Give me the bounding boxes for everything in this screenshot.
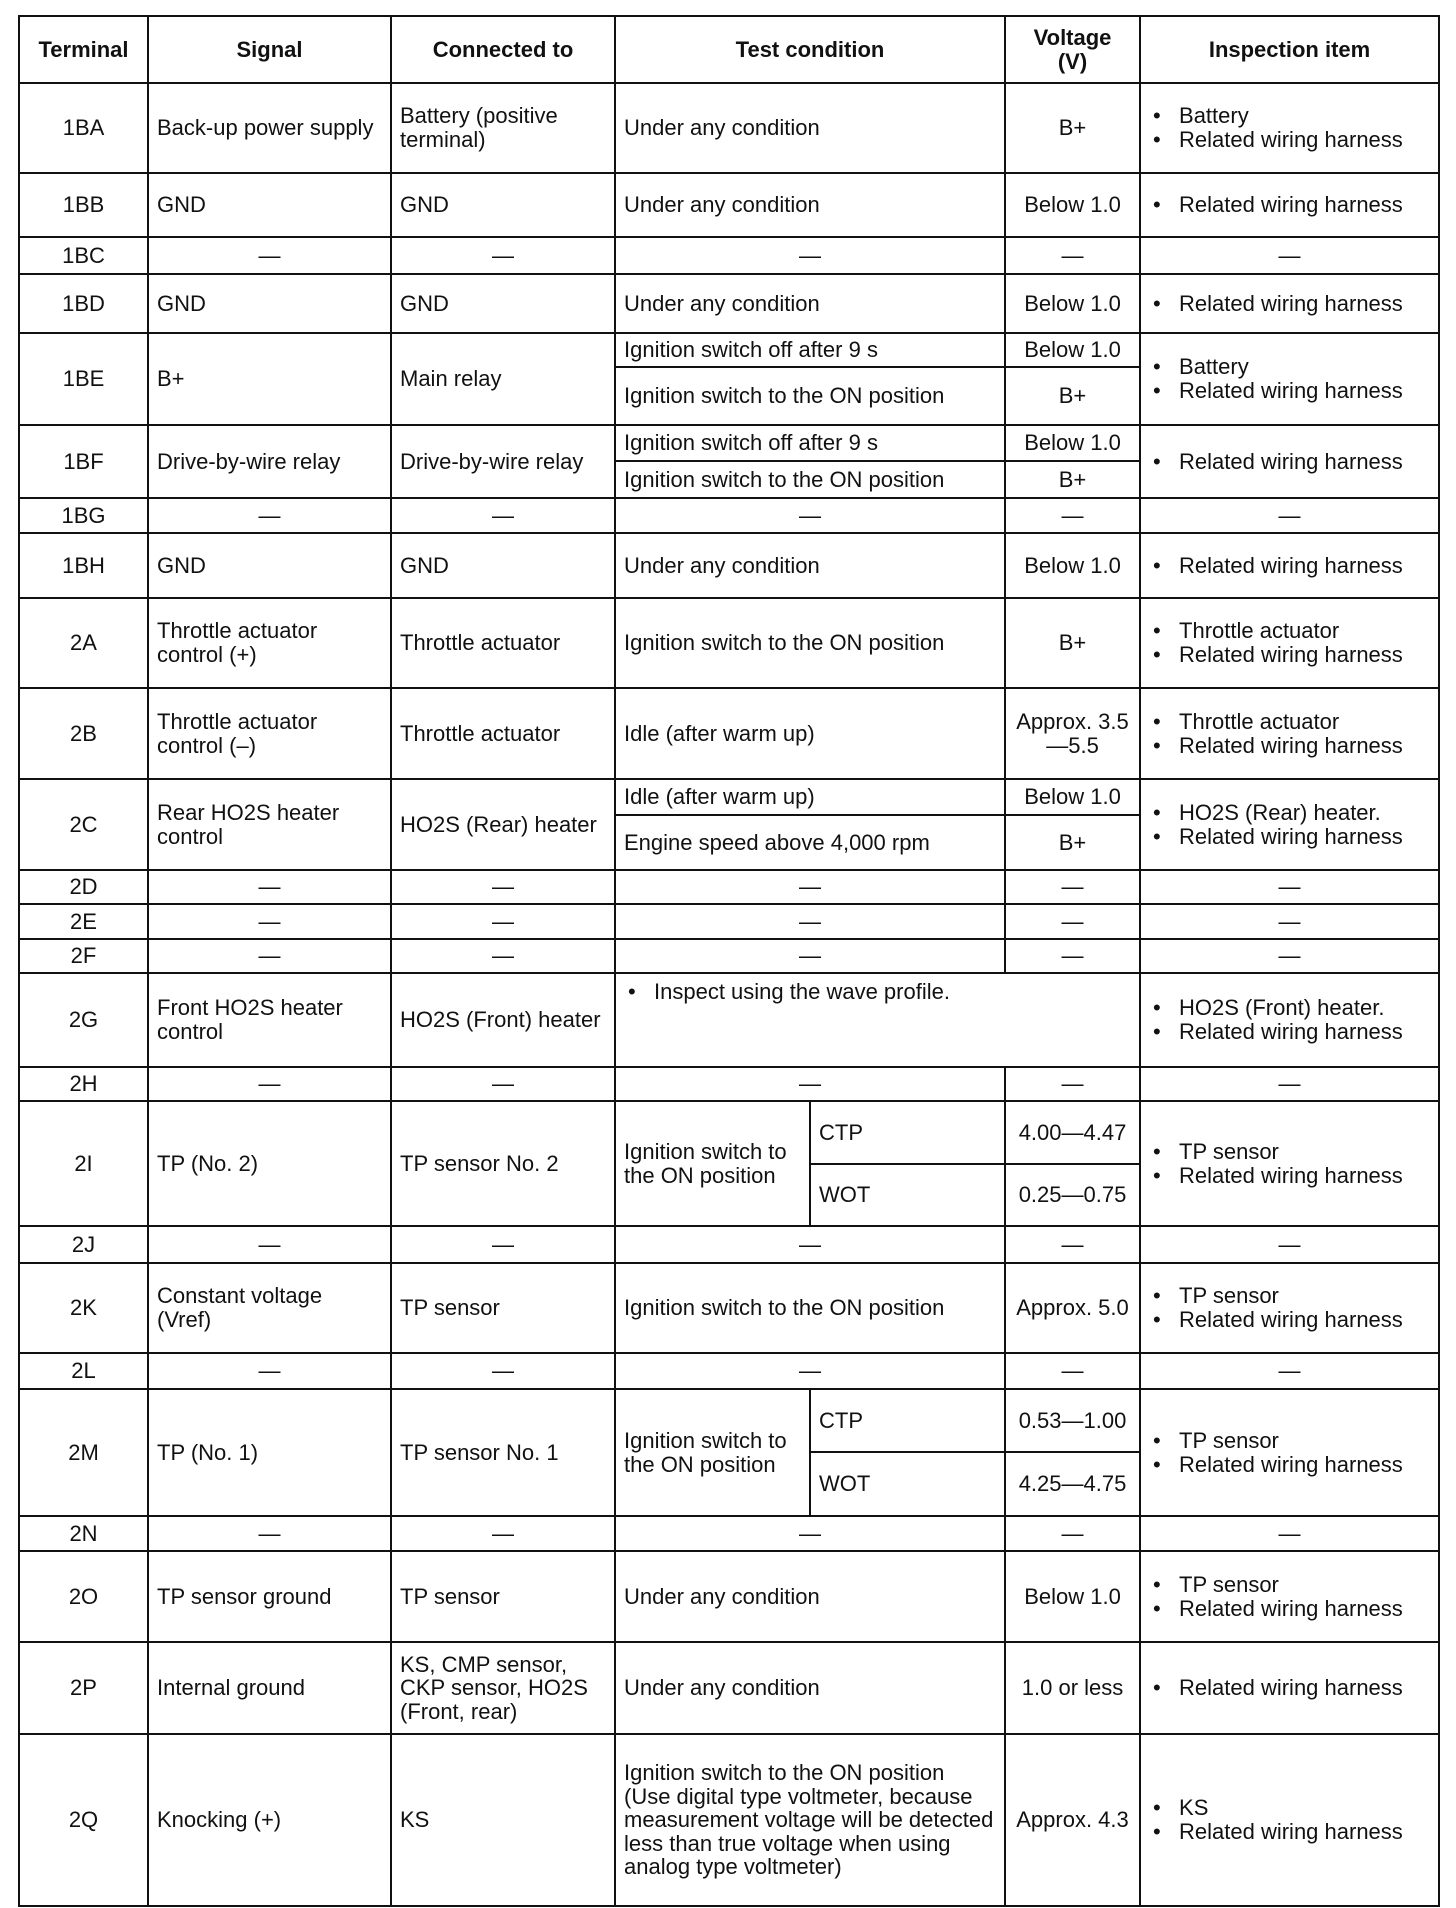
inspection-item-cell: — [1140, 1226, 1439, 1263]
connected-to-cell: TP sensor [391, 1263, 615, 1353]
connected-to-cell: Throttle actuator [391, 688, 615, 779]
voltage-cell: Below 1.0 [1005, 173, 1140, 237]
inspection-item: • HO2S (Front) heater. [1179, 996, 1430, 1020]
inspection-item-cell [1140, 274, 1439, 333]
inspection-item: • Related wiring harness [1179, 734, 1430, 758]
header-connected-to: Connected to [391, 16, 615, 83]
table-row [19, 1101, 1439, 1164]
terminal-cell: 2C [19, 779, 148, 870]
test-condition-cell: — [615, 1516, 1005, 1551]
test-condition-cell: Ignition switch to the ON position (Use digital type voltmeter, because measurement voltage will be detected less than true voltage when using analog type voltmeter) [615, 1734, 1005, 1906]
inspection-item-cell [1140, 973, 1439, 1067]
terminal-cell: 1BF [19, 425, 148, 498]
voltage-cell: — [1005, 1226, 1140, 1263]
voltage-cell: B+ [1005, 815, 1140, 870]
table-row [19, 870, 1439, 904]
terminal-cell: 2L [19, 1353, 148, 1389]
voltage-cell: 0.53—1.00 [1005, 1389, 1140, 1452]
signal-cell: — [148, 1067, 391, 1101]
table-row [19, 274, 1439, 333]
table-row [19, 598, 1439, 688]
signal-cell: — [148, 498, 391, 533]
test-condition-cell: Under any condition [615, 173, 1005, 237]
test-condition-cell: — [615, 1226, 1005, 1263]
signal-cell: Drive-by-wire relay [148, 425, 391, 498]
table-row [19, 973, 1439, 1067]
signal-cell: — [148, 237, 391, 274]
terminal-cell: 2H [19, 1067, 148, 1101]
inspection-item-cell: — [1140, 1516, 1439, 1551]
inspection-item-cell: — [1140, 498, 1439, 533]
terminal-cell: 1BD [19, 274, 148, 333]
header-test-condition: Test condition [615, 16, 1005, 83]
connected-to-cell: TP sensor No. 1 [391, 1389, 615, 1516]
terminal-cell: 2Q [19, 1734, 148, 1906]
connected-to-cell: — [391, 1226, 615, 1263]
test-condition-cell: Ignition switch to the ON position [615, 598, 1005, 688]
voltage-cell: Below 1.0 [1005, 274, 1140, 333]
inspection-item-cell: — [1140, 237, 1439, 274]
test-condition-cell: Ignition switch to the ON position [615, 461, 1005, 498]
voltage-cell: — [1005, 904, 1140, 939]
voltage-cell: — [1005, 498, 1140, 533]
inspection-item: • Throttle actuator [1179, 619, 1430, 643]
inspection-item-cell [1140, 598, 1439, 688]
voltage-cell: — [1005, 1353, 1140, 1389]
test-condition-cell: Under any condition [615, 1551, 1005, 1642]
test-condition-cell: Ignition switch to the ON position [615, 1389, 810, 1516]
signal-cell: Internal ground [148, 1642, 391, 1734]
connected-to-cell: — [391, 904, 615, 939]
signal-cell: Knocking (+) [148, 1734, 391, 1906]
signal-cell: — [148, 939, 391, 973]
connected-to-cell: — [391, 498, 615, 533]
test-condition-cell: — [615, 904, 1005, 939]
connected-to-cell: HO2S (Rear) heater [391, 779, 615, 870]
voltage-cell: Below 1.0 [1005, 425, 1140, 461]
test-condition-cell: Ignition switch to the ON position [615, 1263, 1005, 1353]
inspection-item: • Related wiring harness [1179, 1164, 1430, 1188]
inspection-item: • Related wiring harness [1179, 1020, 1430, 1044]
connected-to-cell: — [391, 870, 615, 904]
table-row [19, 779, 1439, 815]
voltage-cell: — [1005, 870, 1140, 904]
table-row [19, 1734, 1439, 1906]
table-row [19, 688, 1439, 779]
inspection-item-cell [1140, 1101, 1439, 1226]
terminal-cell: 2I [19, 1101, 148, 1226]
inspection-item-cell: — [1140, 904, 1439, 939]
terminal-cell: 1BG [19, 498, 148, 533]
connected-to-cell: Throttle actuator [391, 598, 615, 688]
inspection-item-cell [1140, 173, 1439, 237]
table-row [19, 1067, 1439, 1101]
connected-to-cell: — [391, 1516, 615, 1551]
voltage-cell: Approx. 3.5—5.5 [1005, 688, 1140, 779]
inspection-item-cell [1140, 425, 1439, 498]
signal-cell: GND [148, 533, 391, 598]
test-sub-condition-cell: WOT [810, 1164, 1005, 1226]
connected-to-cell: — [391, 237, 615, 274]
test-sub-condition-cell: WOT [810, 1452, 1005, 1516]
voltage-cell: Below 1.0 [1005, 533, 1140, 598]
connected-to-cell: KS [391, 1734, 615, 1906]
voltage-cell: — [1005, 237, 1140, 274]
inspection-item: • Related wiring harness [1179, 128, 1430, 152]
inspection-item-cell: — [1140, 1353, 1439, 1389]
terminal-cell: 2F [19, 939, 148, 973]
table-row [19, 1226, 1439, 1263]
table-row [19, 498, 1439, 533]
connected-to-cell: GND [391, 173, 615, 237]
inspection-item-cell [1140, 1389, 1439, 1516]
test-condition-cell: Ignition switch off after 9 s [615, 333, 1005, 367]
inspection-item: • Related wiring harness [1179, 1453, 1430, 1477]
terminal-cell: 2O [19, 1551, 148, 1642]
table-row [19, 83, 1439, 173]
signal-cell: GND [148, 173, 391, 237]
test-condition-cell: — [615, 237, 1005, 274]
inspection-item-cell [1140, 83, 1439, 173]
table-row [19, 939, 1439, 973]
inspection-item: • TP sensor [1179, 1284, 1430, 1308]
inspection-item-cell: — [1140, 939, 1439, 973]
connected-to-cell: TP sensor No. 2 [391, 1101, 615, 1226]
terminal-cell: 1BA [19, 83, 148, 173]
connected-to-cell: KS, CMP sensor, CKP sensor, HO2S (Front, rear) [391, 1642, 615, 1734]
inspection-item: • Related wiring harness [1179, 379, 1430, 403]
test-condition-cell: Under any condition [615, 533, 1005, 598]
test-condition-cell [615, 973, 1140, 1067]
inspection-item-cell [1140, 1734, 1439, 1906]
table-row [19, 1516, 1439, 1551]
voltage-cell: B+ [1005, 367, 1140, 425]
voltage-cell: Approx. 4.3 [1005, 1734, 1140, 1906]
inspection-item-cell [1140, 1551, 1439, 1642]
voltage-cell: 4.00—4.47 [1005, 1101, 1140, 1164]
connected-to-cell: — [391, 1067, 615, 1101]
signal-cell: — [148, 1226, 391, 1263]
test-condition-cell: Ignition switch to the ON position [615, 367, 1005, 425]
signal-cell: Rear HO2S heater control [148, 779, 391, 870]
voltage-cell: 1.0 or less [1005, 1642, 1140, 1734]
terminal-cell: 1BE [19, 333, 148, 425]
table-row [19, 333, 1439, 367]
connected-to-cell: GND [391, 533, 615, 598]
connected-to-cell: — [391, 1353, 615, 1389]
inspection-item: • Related wiring harness [1179, 193, 1430, 217]
voltage-cell: B+ [1005, 83, 1140, 173]
table-row [19, 1263, 1439, 1353]
voltage-cell: Below 1.0 [1005, 779, 1140, 815]
inspection-item: • Related wiring harness [1179, 825, 1430, 849]
inspection-item: • KS [1179, 1796, 1430, 1820]
inspection-item-cell [1140, 333, 1439, 425]
inspection-item: • Related wiring harness [1179, 1676, 1430, 1700]
connected-to-cell: Main relay [391, 333, 615, 425]
signal-cell: — [148, 1516, 391, 1551]
connected-to-cell: — [391, 939, 615, 973]
table-row [19, 1389, 1439, 1452]
voltage-cell: Below 1.0 [1005, 1551, 1140, 1642]
connected-to-cell: GND [391, 274, 615, 333]
connected-to-cell: HO2S (Front) heater [391, 973, 615, 1067]
inspection-item: • TP sensor [1179, 1140, 1430, 1164]
table-row [19, 425, 1439, 461]
test-condition-cell: Engine speed above 4,000 rpm [615, 815, 1005, 870]
signal-cell: — [148, 904, 391, 939]
inspection-item-cell [1140, 1263, 1439, 1353]
inspection-item: • Throttle actuator [1179, 710, 1430, 734]
signal-cell: TP (No. 2) [148, 1101, 391, 1226]
test-condition-cell: — [615, 1067, 1005, 1101]
voltage-cell: B+ [1005, 598, 1140, 688]
header-voltage: Voltage (V) [1005, 16, 1140, 83]
test-condition-cell: Under any condition [615, 274, 1005, 333]
voltage-cell: Approx. 5.0 [1005, 1263, 1140, 1353]
terminal-cell: 1BC [19, 237, 148, 274]
connected-to-cell: Drive-by-wire relay [391, 425, 615, 498]
signal-cell: Front HO2S heater control [148, 973, 391, 1067]
signal-cell: B+ [148, 333, 391, 425]
signal-cell: TP sensor ground [148, 1551, 391, 1642]
voltage-cell: — [1005, 1067, 1140, 1101]
terminal-cell: 2E [19, 904, 148, 939]
terminal-cell: 1BH [19, 533, 148, 598]
test-condition-cell: — [615, 870, 1005, 904]
inspection-item: • Battery [1179, 104, 1430, 128]
signal-cell: — [148, 1353, 391, 1389]
terminal-cell: 2P [19, 1642, 148, 1734]
voltage-cell: Below 1.0 [1005, 333, 1140, 367]
signal-cell: Throttle actuator control (+) [148, 598, 391, 688]
test-condition-cell: Under any condition [615, 83, 1005, 173]
inspection-item: • Related wiring harness [1179, 1820, 1430, 1844]
signal-cell: Back-up power supply [148, 83, 391, 173]
header-inspection-item: Inspection item [1140, 16, 1439, 83]
header-row [19, 16, 1439, 83]
table-row [19, 1642, 1439, 1734]
terminal-cell: 2B [19, 688, 148, 779]
inspection-item: • TP sensor [1179, 1573, 1430, 1597]
connected-to-cell: Battery (positive terminal) [391, 83, 615, 173]
terminal-cell: 1BB [19, 173, 148, 237]
test-condition-cell: Idle (after warm up) [615, 688, 1005, 779]
terminal-cell: 2D [19, 870, 148, 904]
table-row [19, 533, 1439, 598]
test-condition-cell: Under any condition [615, 1642, 1005, 1734]
inspection-item: • Related wiring harness [1179, 554, 1430, 578]
table-row [19, 1551, 1439, 1642]
connected-to-cell: TP sensor [391, 1551, 615, 1642]
table-row [19, 173, 1439, 237]
inspection-item: • Battery [1179, 355, 1430, 379]
inspection-item-cell [1140, 779, 1439, 870]
terminal-cell: 2N [19, 1516, 148, 1551]
inspection-item-cell: — [1140, 1067, 1439, 1101]
header-signal: Signal [148, 16, 391, 83]
terminal-inspection-table [18, 15, 1440, 1907]
signal-cell: GND [148, 274, 391, 333]
inspection-item-cell [1140, 533, 1439, 598]
table-row [19, 237, 1439, 274]
inspection-item: • Related wiring harness [1179, 1597, 1430, 1621]
inspection-item: • Related wiring harness [1179, 643, 1430, 667]
voltage-cell: B+ [1005, 461, 1140, 498]
inspection-item: • TP sensor [1179, 1429, 1430, 1453]
test-condition-cell: Idle (after warm up) [615, 779, 1005, 815]
inspection-item-cell [1140, 688, 1439, 779]
inspection-item: • Related wiring harness [1179, 292, 1430, 316]
voltage-cell: — [1005, 1516, 1140, 1551]
header-terminal: Terminal [19, 16, 148, 83]
signal-cell: Throttle actuator control (–) [148, 688, 391, 779]
signal-cell: Constant voltage (Vref) [148, 1263, 391, 1353]
test-condition-cell: Ignition switch to the ON position [615, 1101, 810, 1226]
inspection-item-cell: — [1140, 870, 1439, 904]
terminal-cell: 2A [19, 598, 148, 688]
inspection-item: • Related wiring harness [1179, 450, 1430, 474]
test-condition-cell: — [615, 1353, 1005, 1389]
voltage-cell: 4.25—4.75 [1005, 1452, 1140, 1516]
terminal-cell: 2K [19, 1263, 148, 1353]
voltage-cell: 0.25—0.75 [1005, 1164, 1140, 1226]
inspection-item-cell [1140, 1642, 1439, 1734]
terminal-cell: 2G [19, 973, 148, 1067]
terminal-cell: 2J [19, 1226, 148, 1263]
table-row [19, 1353, 1439, 1389]
test-condition-cell: — [615, 498, 1005, 533]
test-sub-condition-cell: CTP [810, 1389, 1005, 1452]
test-condition-bullet: • Inspect using the wave profile. [654, 980, 1131, 1004]
inspection-item: • HO2S (Rear) heater. [1179, 801, 1430, 825]
table-row [19, 904, 1439, 939]
test-condition-cell: Ignition switch off after 9 s [615, 425, 1005, 461]
voltage-cell: — [1005, 939, 1140, 973]
test-sub-condition-cell: CTP [810, 1101, 1005, 1164]
inspection-item: • Related wiring harness [1179, 1308, 1430, 1332]
test-condition-cell: — [615, 939, 1005, 973]
signal-cell: — [148, 870, 391, 904]
signal-cell: TP (No. 1) [148, 1389, 391, 1516]
terminal-cell: 2M [19, 1389, 148, 1516]
